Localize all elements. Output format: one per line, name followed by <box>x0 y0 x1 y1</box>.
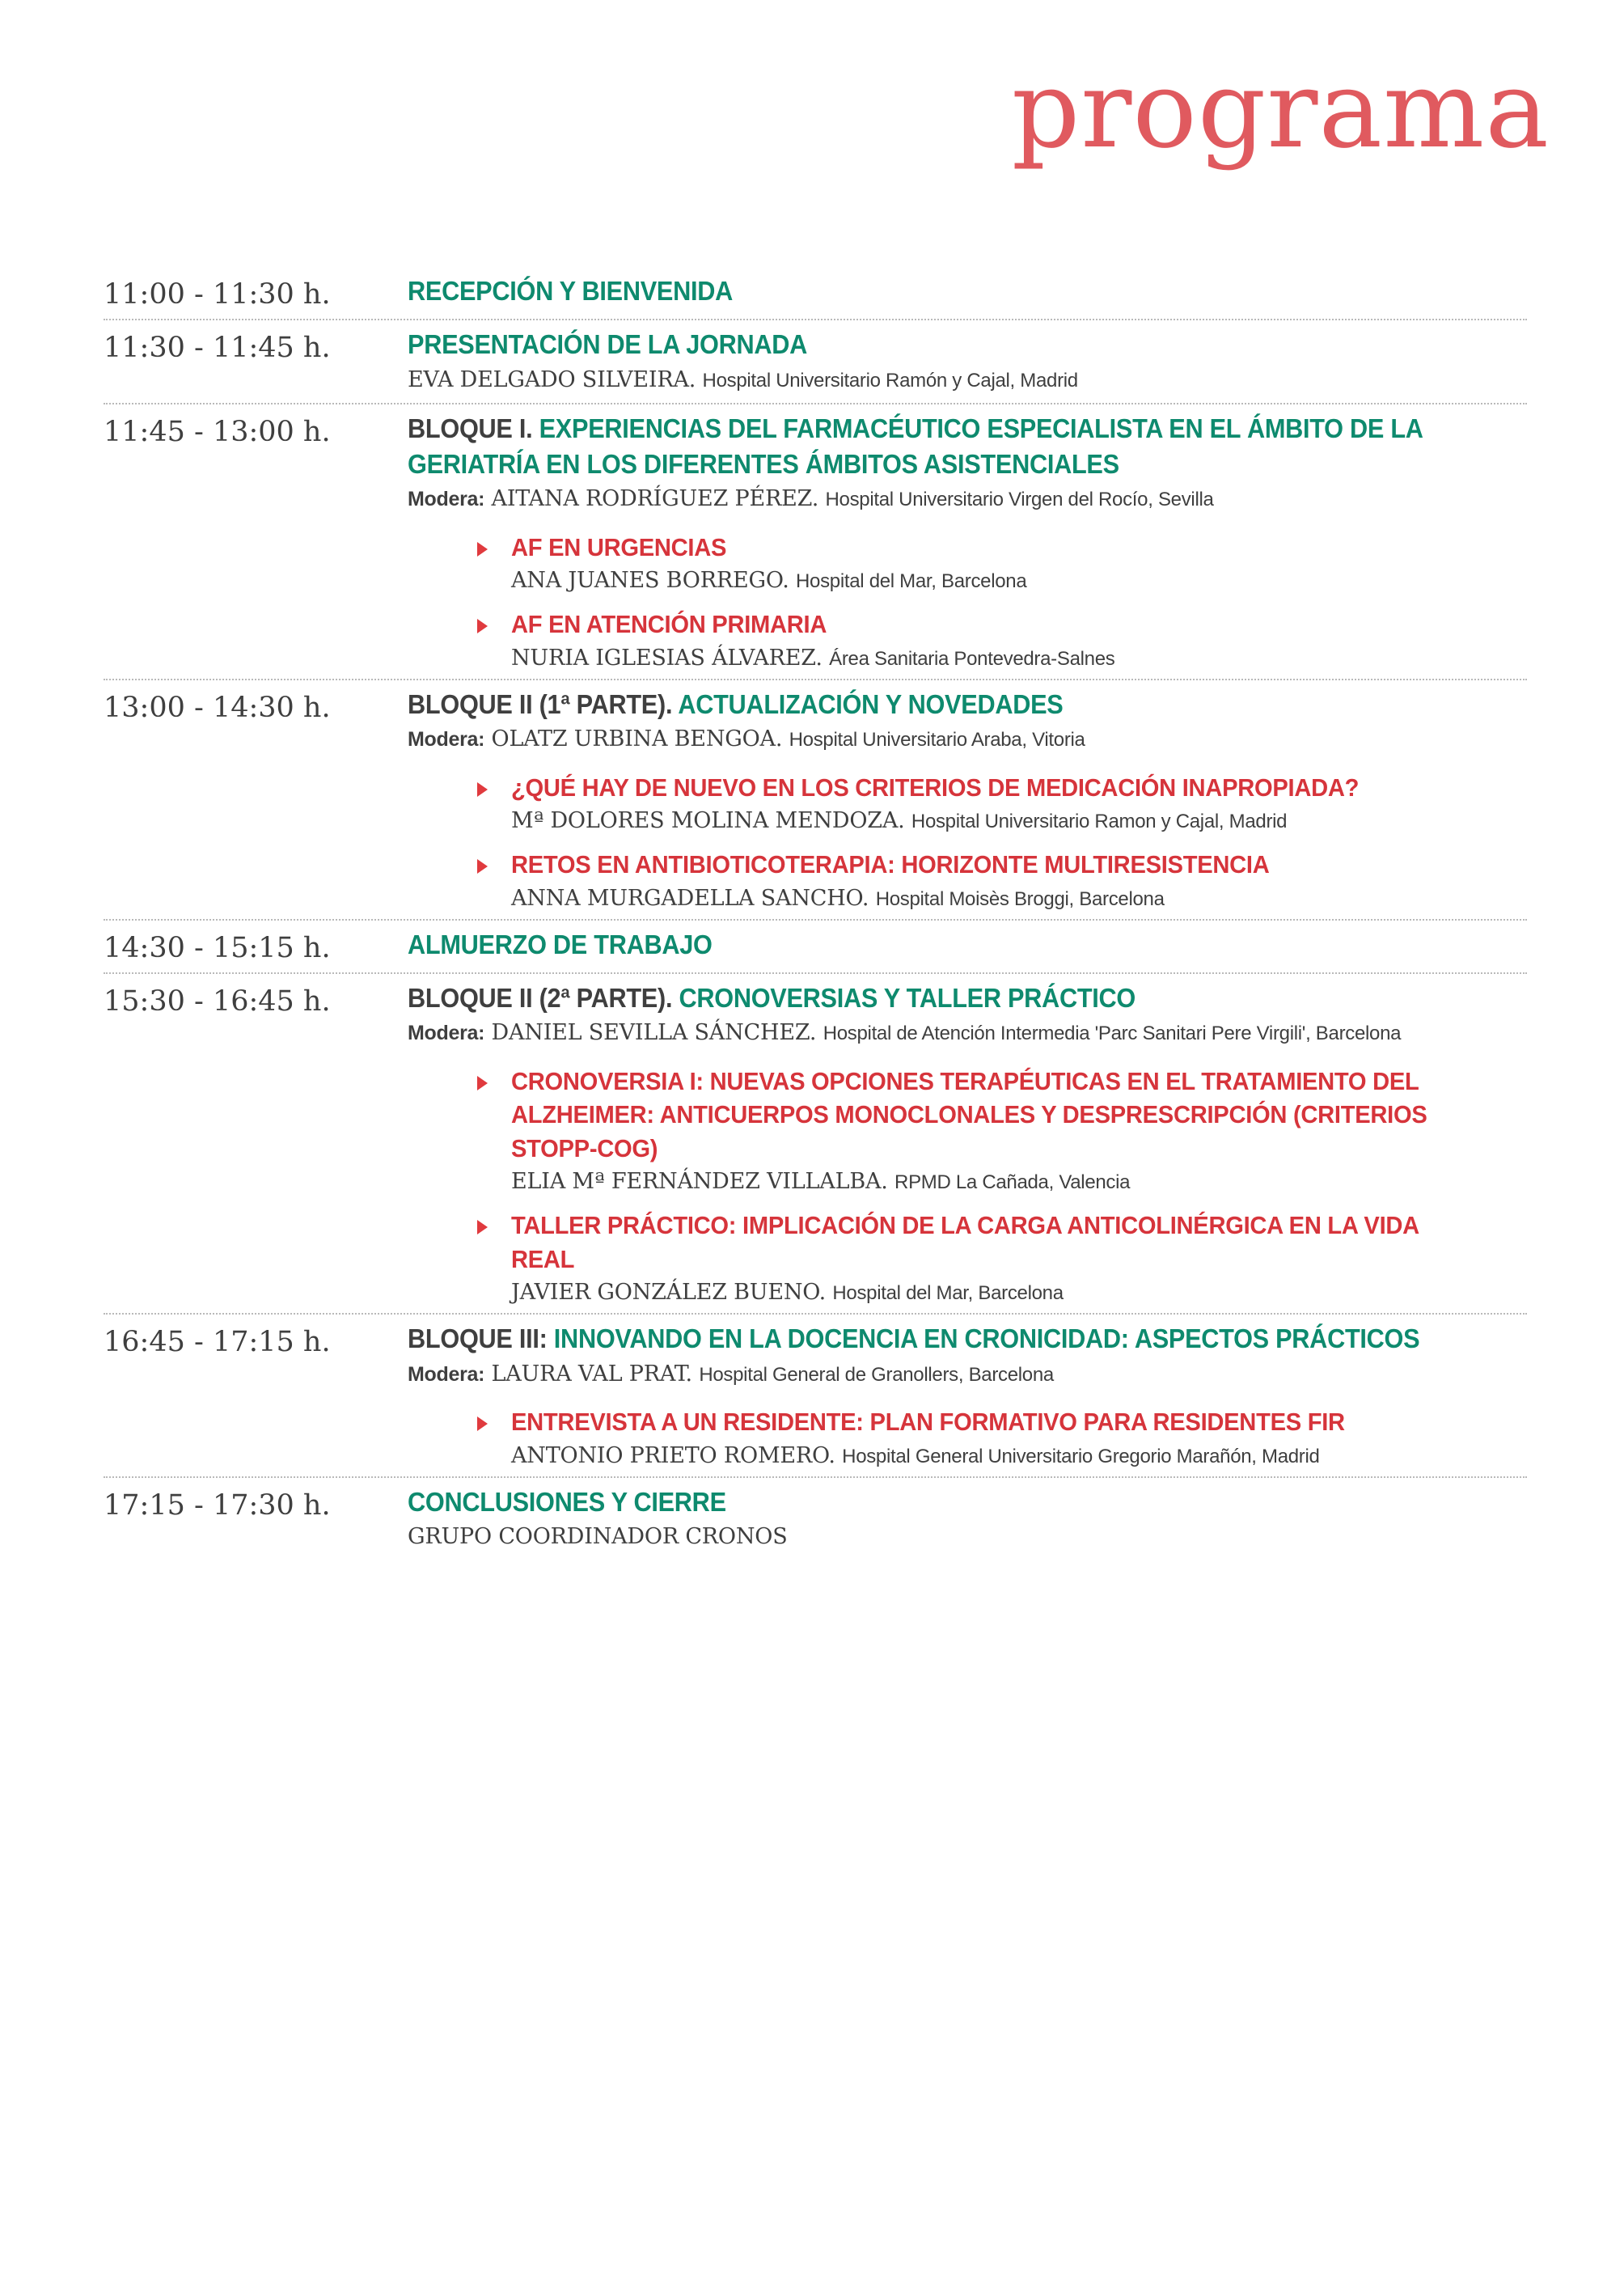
triangle-bullet-icon <box>477 782 488 797</box>
subitem-speaker-affiliation: Hospital del Mar, Barcelona <box>832 1282 1064 1305</box>
subitem-speaker <box>511 1443 1527 1468</box>
moderator-label: Modera: <box>408 1362 485 1386</box>
session-heading-main: CRONOVERSIAS Y TALLER PRÁCTICO <box>679 982 1136 1013</box>
session-time: 16:45 - 17:15 h. <box>104 1326 331 1359</box>
subitem-speaker-affiliation: Hospital Moisès Broggi, Barcelona <box>875 887 1165 910</box>
subitem-speaker-name: NURIA IGLESIAS ÁLVAREZ. <box>511 645 823 671</box>
subitem-title: CRONOVERSIA I: NUEVAS OPCIONES TERAPÉUTICAS EN EL TRATAMIENTO DEL ALZHEIMER: ANTICUERPOS MONOCLONALES Y DESPRESCRIPCIÓN (CRITERIOS STOPP-COG) <box>511 1066 1427 1162</box>
session-heading <box>408 1321 1448 1357</box>
session-time: 15:30 - 16:45 h. <box>104 984 331 1018</box>
session-heading-main: PRESENTACIÓN DE LA JORNADA <box>408 329 808 359</box>
session-heading-prefix: BLOQUE III: <box>408 1323 548 1354</box>
moderator-name: OLATZ URBINA BENGOA. <box>491 726 783 752</box>
moderator-name: LAURA VAL PRAT. <box>491 1361 692 1387</box>
session-subitem <box>408 1209 1527 1305</box>
triangle-bullet-icon <box>477 1416 488 1431</box>
subitem-speaker-name: ANNA MURGADELLA SANCHO. <box>511 885 869 911</box>
triangle-bullet-icon <box>477 859 488 874</box>
speaker-name: GRUPO COORDINADOR CRONOS <box>408 1524 788 1550</box>
session-heading-main: EXPERIENCIAS DEL FARMACÉUTICO ESPECIALISTA EN EL ÁMBITO DE LA GERIATRÍA EN LOS DIFERENTES ÁMBITOS ASISTENCIALES <box>408 413 1423 479</box>
session-heading-main: INNOVANDO EN LA DOCENCIA EN CRONICIDAD: ASPECTOS PRÁCTICOS <box>553 1323 1420 1354</box>
subitem-speaker-affiliation: Hospital del Mar, Barcelona <box>796 570 1027 593</box>
session-time: 11:45 - 13:00 h. <box>104 415 331 448</box>
subitem-speaker <box>511 1169 1527 1194</box>
schedule-row <box>104 972 1527 1314</box>
moderator-label: Modera: <box>408 1022 485 1045</box>
session-time: 14:30 - 15:15 h. <box>104 931 331 964</box>
session-time: 11:00 - 11:30 h. <box>104 278 331 311</box>
session-speaker <box>408 1522 1527 1552</box>
subitem-title: ENTREVISTA A UN RESIDENTE: PLAN FORMATIVO PARA RESIDENTES FIR <box>511 1408 1345 1437</box>
subitem-speaker-name: JAVIER GONZÁLEZ BUENO. <box>511 1280 826 1306</box>
subitem-speaker-name: ANA JUANES BORREGO. <box>511 568 789 594</box>
session-moderator <box>408 485 1527 514</box>
moderator-label: Modera: <box>408 488 485 511</box>
session-subitem <box>408 1065 1527 1195</box>
session-heading-prefix: BLOQUE II (1ª PARTE). <box>408 688 673 719</box>
schedule-row <box>104 403 1527 679</box>
subitem-title: RETOS EN ANTIBIOTICOTERAPIA: HORIZONTE MULTIRESISTENCIA <box>511 850 1270 879</box>
moderator-name: DANIEL SEVILLA SÁNCHEZ. <box>491 1020 817 1046</box>
session-heading-main: ALMUERZO DE TRABAJO <box>408 929 713 959</box>
session-heading <box>408 687 1448 722</box>
session-speaker <box>408 366 1527 395</box>
session-heading <box>408 927 1448 963</box>
moderator-affiliation: Hospital Universitario Virgen del Rocío, Sevilla <box>825 489 1214 511</box>
session-heading-main: RECEPCIÓN Y BIENVENIDA <box>408 276 734 306</box>
session-time: 17:15 - 17:30 h. <box>104 1488 331 1522</box>
triangle-bullet-icon <box>477 1220 488 1234</box>
speaker-affiliation: Hospital Universitario Ramón y Cajal, Madrid <box>702 369 1078 392</box>
subitem-speaker-name: ANTONIO PRIETO ROMERO. <box>511 1442 835 1468</box>
moderator-affiliation: Hospital de Atención Intermedia 'Parc Sanitari Pere Virgili', Barcelona <box>823 1023 1402 1045</box>
session-heading-prefix: BLOQUE I. <box>408 413 533 443</box>
session-body <box>401 927 1527 964</box>
subitem-speaker <box>511 808 1527 833</box>
triangle-bullet-icon <box>477 1076 488 1090</box>
session-time: 13:00 - 14:30 h. <box>104 691 331 724</box>
session-subitem <box>408 608 1527 671</box>
moderator-affiliation: Hospital General de Granollers, Barcelona <box>699 1363 1054 1386</box>
session-heading <box>408 980 1448 1016</box>
session-heading <box>408 411 1448 481</box>
session-subitem <box>408 1405 1527 1468</box>
subitem-speaker-affiliation: RPMD La Cañada, Valencia <box>894 1171 1131 1194</box>
session-body <box>401 687 1527 911</box>
session-moderator <box>408 1018 1527 1048</box>
subitem-speaker <box>511 1280 1527 1305</box>
schedule-row <box>104 679 1527 919</box>
session-body <box>401 411 1527 671</box>
session-heading-main: ACTUALIZACIÓN Y NOVEDADES <box>678 688 1064 719</box>
moderator-name: AITANA RODRÍGUEZ PÉREZ. <box>491 486 819 512</box>
subitem-title: AF EN URGENCIAS <box>511 532 727 561</box>
subitem-speaker <box>511 568 1527 593</box>
triangle-bullet-icon <box>477 619 488 633</box>
session-heading-main: CONCLUSIONES Y CIERRE <box>408 1486 726 1517</box>
session-body <box>401 327 1527 395</box>
schedule-row <box>104 319 1527 403</box>
schedule-row <box>104 919 1527 972</box>
subitem-speaker-affiliation: Área Sanitaria Pontevedra-Salnes <box>829 647 1115 670</box>
session-body <box>401 273 1527 311</box>
subitem-title: TALLER PRÁCTICO: IMPLICACIÓN DE LA CARGA ANTICOLINÉRGICA EN LA VIDA REAL <box>511 1211 1419 1273</box>
subitem-title: ¿QUÉ HAY DE NUEVO EN LOS CRITERIOS DE MEDICACIÓN INAPROPIADA? <box>511 773 1360 802</box>
session-subitem <box>408 848 1527 911</box>
page-title: programa <box>1011 48 1550 172</box>
subitem-speaker-affiliation: Hospital General Universitario Gregorio Marañón, Madrid <box>842 1445 1320 1467</box>
program-schedule-list <box>104 267 1527 1560</box>
session-body <box>401 1484 1527 1552</box>
moderator-label: Modera: <box>408 728 485 752</box>
schedule-row <box>104 1476 1527 1560</box>
subitem-speaker-name: ELIA Mª FERNÁNDEZ VILLALBA. <box>511 1169 888 1195</box>
subitem-speaker <box>511 886 1527 911</box>
session-moderator <box>408 1360 1527 1389</box>
session-subitem <box>408 771 1527 834</box>
session-moderator <box>408 725 1527 754</box>
schedule-row <box>104 1313 1527 1476</box>
subitem-title: AF EN ATENCIÓN PRIMARIA <box>511 610 827 639</box>
session-time: 11:30 - 11:45 h. <box>104 332 331 364</box>
session-heading <box>408 1484 1448 1520</box>
moderator-affiliation: Hospital Universitario Araba, Vitoria <box>789 729 1085 752</box>
session-body <box>401 980 1527 1306</box>
subitem-speaker <box>511 646 1527 671</box>
speaker-name: EVA DELGADO SILVEIRA. <box>408 366 696 392</box>
schedule-row <box>104 267 1527 319</box>
page-title-wrap <box>1011 48 1550 172</box>
triangle-bullet-icon <box>477 542 488 557</box>
session-heading <box>408 273 1448 309</box>
session-heading <box>408 327 1448 362</box>
subitem-speaker-affiliation: Hospital Universitario Ramon y Cajal, Madrid <box>911 811 1288 833</box>
session-body <box>401 1321 1527 1468</box>
session-heading-prefix: BLOQUE II (2ª PARTE). <box>408 982 673 1013</box>
session-subitem <box>408 531 1527 594</box>
subitem-speaker-name: Mª DOLORES MOLINA MENDOZA. <box>511 808 905 834</box>
